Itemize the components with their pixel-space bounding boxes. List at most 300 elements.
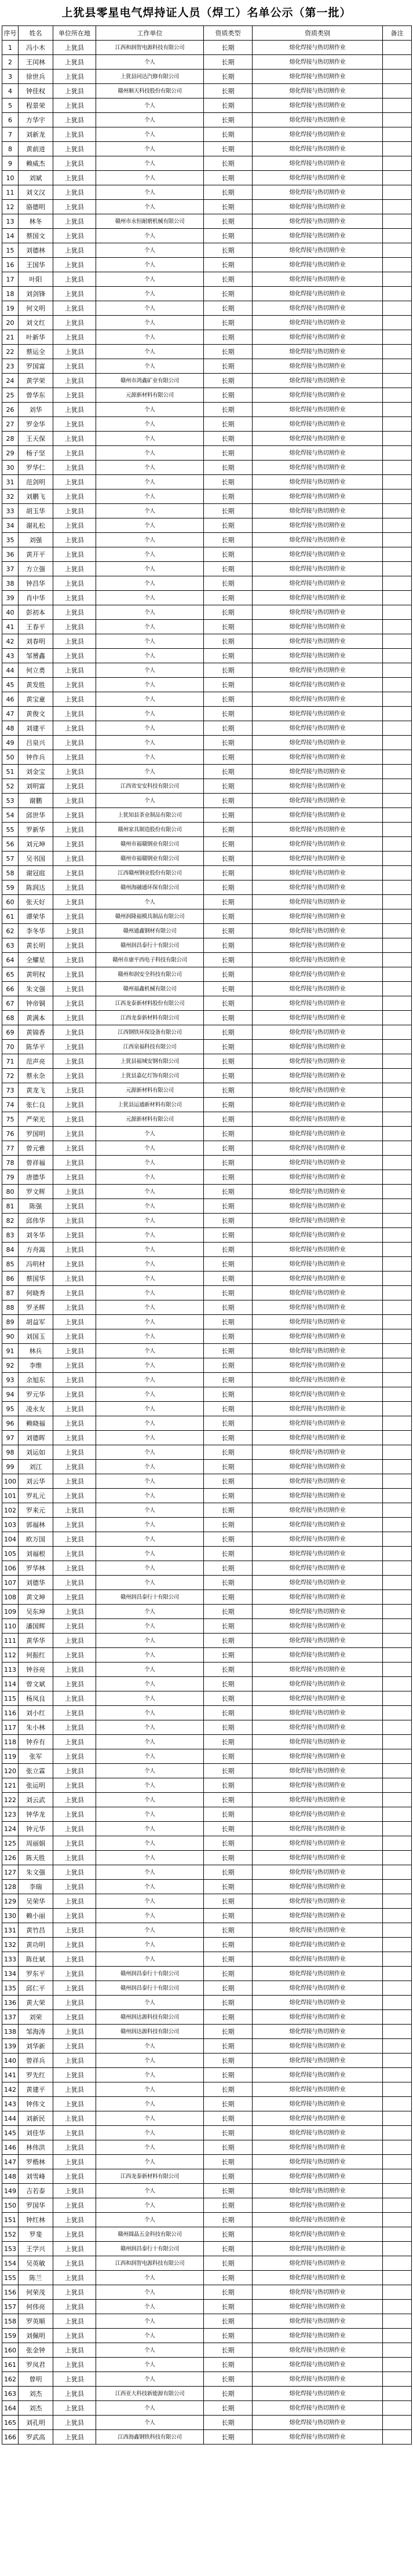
cell-index: 31 xyxy=(2,475,19,489)
cell-cert-category: 熔化焊接与热切割作业 xyxy=(253,1836,383,1851)
cell-name: 罗新华 xyxy=(19,823,53,837)
cell-cert-category: 熔化焊接与热切割作业 xyxy=(253,200,383,214)
table-row xyxy=(2,1228,412,1243)
cell-cert-type: 长期 xyxy=(204,1257,253,1271)
cell-location: 上犹县 xyxy=(53,1069,96,1083)
cell-cert-type: 长期 xyxy=(204,1402,253,1416)
cell-location: 上犹县 xyxy=(53,127,96,142)
cell-location: 上犹县 xyxy=(53,1199,96,1214)
cell-note xyxy=(383,301,412,316)
cell-cert-category: 熔化焊接与热切割作业 xyxy=(253,41,383,55)
cell-name: 钟昌华 xyxy=(19,576,53,591)
cell-index: 150 xyxy=(2,2198,19,2213)
cell-name: 朱文强 xyxy=(19,982,53,996)
table-row xyxy=(2,1416,412,1431)
cell-workplace: 个人 xyxy=(96,1170,204,1185)
cell-index: 149 xyxy=(2,2184,19,2198)
cell-cert-type: 长期 xyxy=(204,374,253,388)
table-row xyxy=(2,171,412,185)
cell-cert-type: 长期 xyxy=(204,1634,253,1648)
cell-cert-type: 长期 xyxy=(204,1880,253,1894)
cell-note xyxy=(383,1706,412,1720)
cell-index: 46 xyxy=(2,692,19,707)
cell-location: 上犹县 xyxy=(53,1981,96,1996)
cell-note xyxy=(383,171,412,185)
cell-workplace: 个人 xyxy=(96,2314,204,2329)
cell-workplace: 赣州市康平西电子科技有限公司 xyxy=(96,953,204,967)
cell-cert-type: 长期 xyxy=(204,229,253,243)
cell-note xyxy=(383,2358,412,2372)
cell-note xyxy=(383,1387,412,1402)
cell-name: 凌永友 xyxy=(19,1402,53,1416)
table-row xyxy=(2,996,412,1011)
cell-location: 上犹县 xyxy=(53,765,96,779)
cell-location: 上犹县 xyxy=(53,156,96,171)
cell-location: 上犹县 xyxy=(53,1228,96,1243)
cell-workplace: 个人 xyxy=(96,2140,204,2155)
table-row xyxy=(2,765,412,779)
cell-workplace: 个人 xyxy=(96,417,204,432)
cell-cert-category: 熔化焊接与热切割作业 xyxy=(253,272,383,287)
cell-cert-type: 长期 xyxy=(204,765,253,779)
cell-index: 56 xyxy=(2,837,19,852)
cell-name: 吴荣华 xyxy=(19,1894,53,1909)
header-name: 姓名 xyxy=(19,26,53,41)
cell-index: 87 xyxy=(2,1286,19,1300)
cell-location: 上犹县 xyxy=(53,1894,96,1909)
cell-cert-type: 长期 xyxy=(204,2140,253,2155)
cell-index: 84 xyxy=(2,1243,19,1257)
cell-note xyxy=(383,1793,412,1807)
cell-name: 钟佳权 xyxy=(19,84,53,98)
cell-workplace: 个人 xyxy=(96,649,204,663)
cell-workplace: 个人 xyxy=(96,1445,204,1460)
cell-note xyxy=(383,2285,412,2300)
cell-location: 上犹县 xyxy=(53,1807,96,1822)
cell-cert-category: 熔化焊接与热切割作业 xyxy=(253,1040,383,1054)
cell-workplace: 个人 xyxy=(96,316,204,330)
cell-cert-category: 熔化焊接与热切割作业 xyxy=(253,1720,383,1735)
cell-index: 15 xyxy=(2,243,19,258)
table-row xyxy=(2,1185,412,1199)
cell-note xyxy=(383,156,412,171)
cell-name: 刘春明 xyxy=(19,634,53,649)
cell-name: 陈华平 xyxy=(19,1040,53,1054)
cell-cert-type: 长期 xyxy=(204,1271,253,1286)
cell-name: 罗先红 xyxy=(19,2068,53,2082)
cell-cert-category: 熔化焊接与热切割作业 xyxy=(253,2314,383,2329)
cell-note xyxy=(383,1547,412,1561)
cell-note xyxy=(383,1156,412,1170)
cell-note xyxy=(383,55,412,70)
cell-cert-type: 长期 xyxy=(204,620,253,634)
cell-index: 55 xyxy=(2,823,19,837)
cell-location: 上犹县 xyxy=(53,1749,96,1764)
cell-index: 53 xyxy=(2,794,19,808)
cell-workplace: 个人 xyxy=(96,1706,204,1720)
table-row xyxy=(2,1590,412,1605)
cell-note xyxy=(383,1040,412,1054)
cell-workplace: 个人 xyxy=(96,1677,204,1691)
cell-cert-category: 熔化焊接与热切割作业 xyxy=(253,1112,383,1127)
cell-index: 78 xyxy=(2,1156,19,1170)
cell-location: 上犹县 xyxy=(53,243,96,258)
cell-workplace: 个人 xyxy=(96,1662,204,1677)
cell-workplace: 个人 xyxy=(96,1952,204,1967)
table-row xyxy=(2,1025,412,1040)
cell-cert-category: 熔化焊接与热切割作业 xyxy=(253,2010,383,2025)
cell-workplace: 个人 xyxy=(96,1822,204,1836)
cell-index: 89 xyxy=(2,1315,19,1329)
table-row xyxy=(2,2416,412,2430)
cell-cert-type: 长期 xyxy=(204,591,253,605)
cell-note xyxy=(383,1243,412,1257)
cell-index: 96 xyxy=(2,1416,19,1431)
cell-note xyxy=(383,489,412,504)
cell-name: 刘云华 xyxy=(19,1474,53,1489)
cell-location: 上犹县 xyxy=(53,2300,96,2314)
cell-cert-category: 熔化焊接与热切割作业 xyxy=(253,1141,383,1156)
cell-index: 138 xyxy=(2,2025,19,2039)
cell-name: 王春平 xyxy=(19,620,53,634)
table-row xyxy=(2,1894,412,1909)
cell-index: 7 xyxy=(2,127,19,142)
table-row xyxy=(2,1720,412,1735)
cell-cert-type: 长期 xyxy=(204,345,253,359)
cell-index: 3 xyxy=(2,70,19,84)
cell-workplace: 赣州市福赣钢业有限公司 xyxy=(96,837,204,852)
cell-location: 上犹县 xyxy=(53,374,96,388)
cell-cert-category: 熔化焊接与热切割作业 xyxy=(253,2300,383,2314)
cell-location: 上犹县 xyxy=(53,2271,96,2285)
cell-cert-category: 熔化焊接与热切割作业 xyxy=(253,1822,383,1836)
cell-location: 上犹县 xyxy=(53,1286,96,1300)
cell-name: 曾文斌 xyxy=(19,1677,53,1691)
cell-workplace: 个人 xyxy=(96,707,204,721)
cell-cert-category: 熔化焊接与热切割作业 xyxy=(253,127,383,142)
cell-name: 严荣光 xyxy=(19,1112,53,1127)
cell-cert-type: 长期 xyxy=(204,852,253,866)
cell-name: 谢鹏 xyxy=(19,794,53,808)
cell-location: 上犹县 xyxy=(53,1547,96,1561)
cell-cert-category: 熔化焊接与热切割作业 xyxy=(253,2416,383,2430)
cell-index: 25 xyxy=(2,388,19,403)
cell-cert-type: 长期 xyxy=(204,1431,253,1445)
cell-index: 49 xyxy=(2,736,19,750)
cell-location: 上犹县 xyxy=(53,2372,96,2387)
cell-name: 黄锦香 xyxy=(19,1025,53,1040)
cell-workplace: 个人 xyxy=(96,2271,204,2285)
table-row xyxy=(2,113,412,127)
cell-note xyxy=(383,605,412,620)
cell-workplace: 个人 xyxy=(96,2343,204,2358)
cell-cert-category: 熔化焊接与热切割作业 xyxy=(253,1214,383,1228)
cell-location: 上犹县 xyxy=(53,533,96,547)
cell-cert-category: 熔化焊接与热切割作业 xyxy=(253,316,383,330)
cell-index: 12 xyxy=(2,200,19,214)
cell-index: 77 xyxy=(2,1141,19,1156)
cell-location: 上犹县 xyxy=(53,113,96,127)
cell-workplace: 元源新材料有限公司 xyxy=(96,1083,204,1098)
cell-name: 郭福林 xyxy=(19,1518,53,1532)
cell-workplace: 个人 xyxy=(96,1329,204,1344)
cell-cert-type: 长期 xyxy=(204,837,253,852)
table-row xyxy=(2,1691,412,1706)
cell-cert-category: 熔化焊接与热切割作业 xyxy=(253,750,383,765)
cell-workplace: 个人 xyxy=(96,2068,204,2082)
cell-index: 45 xyxy=(2,678,19,692)
cell-name: 方舟嵩 xyxy=(19,1243,53,1257)
cell-name: 陈兰 xyxy=(19,2271,53,2285)
cell-cert-category: 熔化焊接与热切割作业 xyxy=(253,1489,383,1503)
table-row xyxy=(2,2155,412,2169)
cell-location: 上犹县 xyxy=(53,1416,96,1431)
cell-index: 76 xyxy=(2,1127,19,1141)
cell-workplace: 个人 xyxy=(96,1764,204,1778)
cell-index: 69 xyxy=(2,1025,19,1040)
cell-workplace: 个人 xyxy=(96,1648,204,1662)
cell-cert-type: 长期 xyxy=(204,1938,253,1952)
cell-workplace: 江西亚大科技新能源有限公司 xyxy=(96,2387,204,2401)
cell-cert-category: 熔化焊接与热切割作业 xyxy=(253,1981,383,1996)
cell-cert-type: 长期 xyxy=(204,2025,253,2039)
cell-name: 何文明 xyxy=(19,301,53,316)
cell-location: 上犹县 xyxy=(53,1185,96,1199)
cell-cert-category: 熔化焊接与热切割作业 xyxy=(253,823,383,837)
table-row xyxy=(2,2358,412,2372)
table-row xyxy=(2,142,412,156)
table-row xyxy=(2,374,412,388)
cell-cert-category: 熔化焊接与热切割作业 xyxy=(253,156,383,171)
cell-name: 罗凤君 xyxy=(19,2358,53,2372)
cell-location: 上犹县 xyxy=(53,967,96,982)
cell-cert-category: 熔化焊接与热切割作业 xyxy=(253,98,383,113)
cell-index: 158 xyxy=(2,2314,19,2329)
cell-workplace: 个人 xyxy=(96,794,204,808)
cell-name: 刘建平 xyxy=(19,721,53,736)
table-row xyxy=(2,1634,412,1648)
cell-name: 何振红 xyxy=(19,1648,53,1662)
cell-name: 王闰林 xyxy=(19,55,53,70)
cell-name: 叶新华 xyxy=(19,330,53,345)
cell-location: 上犹县 xyxy=(53,1793,96,1807)
cell-location: 上犹县 xyxy=(53,938,96,953)
table-row xyxy=(2,84,412,98)
cell-note xyxy=(383,1271,412,1286)
cell-index: 165 xyxy=(2,2416,19,2430)
cell-cert-type: 长期 xyxy=(204,721,253,736)
cell-cert-category: 熔化焊接与热切割作业 xyxy=(253,2387,383,2401)
table-row xyxy=(2,1807,412,1822)
cell-note xyxy=(383,1474,412,1489)
table-row xyxy=(2,156,412,171)
cell-cert-type: 长期 xyxy=(204,200,253,214)
cell-location: 上犹县 xyxy=(53,2111,96,2126)
cell-workplace: 个人 xyxy=(96,1909,204,1923)
cell-name: 何荣茂 xyxy=(19,2285,53,2300)
cell-location: 上犹县 xyxy=(53,1271,96,1286)
cell-cert-type: 长期 xyxy=(204,1185,253,1199)
cell-cert-type: 长期 xyxy=(204,1474,253,1489)
cell-workplace: 个人 xyxy=(96,258,204,272)
cell-name: 吴书国 xyxy=(19,852,53,866)
cell-workplace: 个人 xyxy=(96,1185,204,1199)
table-row xyxy=(2,1098,412,1112)
cell-note xyxy=(383,852,412,866)
cell-workplace: 个人 xyxy=(96,1720,204,1735)
cell-note xyxy=(383,678,412,692)
cell-location: 上犹县 xyxy=(53,1489,96,1503)
cell-name: 钟谷亮 xyxy=(19,1662,53,1677)
cell-note xyxy=(383,2169,412,2184)
cell-location: 上犹县 xyxy=(53,562,96,576)
cell-location: 上犹县 xyxy=(53,634,96,649)
cell-cert-type: 长期 xyxy=(204,2401,253,2416)
table-row xyxy=(2,1909,412,1923)
cell-cert-category: 熔化焊接与热切割作业 xyxy=(253,1749,383,1764)
cell-location: 上犹县 xyxy=(53,750,96,765)
cell-location: 上犹县 xyxy=(53,2343,96,2358)
cell-name: 朱小林 xyxy=(19,1720,53,1735)
cell-cert-type: 长期 xyxy=(204,1373,253,1387)
cell-cert-category: 熔化焊接与热切割作业 xyxy=(253,1083,383,1098)
cell-name: 张仁良 xyxy=(19,1098,53,1112)
cell-index: 159 xyxy=(2,2329,19,2343)
cell-note xyxy=(383,620,412,634)
table-row xyxy=(2,1156,412,1170)
cell-index: 152 xyxy=(2,2227,19,2242)
cell-name: 王天保 xyxy=(19,432,53,446)
cell-note xyxy=(383,417,412,432)
cell-name: 钟红林 xyxy=(19,2213,53,2227)
cell-cert-type: 长期 xyxy=(204,489,253,504)
cell-cert-category: 熔化焊接与热切割作业 xyxy=(253,736,383,750)
cell-cert-type: 长期 xyxy=(204,1547,253,1561)
table-row xyxy=(2,1547,412,1561)
cell-name: 刘德林 xyxy=(19,243,53,258)
table-row xyxy=(2,2111,412,2126)
table-row xyxy=(2,1460,412,1474)
cell-name: 刘孔明 xyxy=(19,2416,53,2430)
table-row xyxy=(2,70,412,84)
cell-name: 罗金华 xyxy=(19,417,53,432)
table-row xyxy=(2,489,412,504)
table-row xyxy=(2,2140,412,2155)
table-row xyxy=(2,55,412,70)
table-row xyxy=(2,518,412,533)
cell-index: 58 xyxy=(2,866,19,880)
table-row xyxy=(2,432,412,446)
table-row xyxy=(2,1373,412,1387)
cell-cert-category: 熔化焊接与热切割作业 xyxy=(253,1996,383,2010)
cell-note xyxy=(383,2039,412,2054)
cell-cert-category: 熔化焊接与热切割作业 xyxy=(253,562,383,576)
cell-location: 上犹县 xyxy=(53,1373,96,1387)
cell-location: 上犹县 xyxy=(53,1865,96,1880)
cell-workplace: 个人 xyxy=(96,1489,204,1503)
cell-index: 100 xyxy=(2,1474,19,1489)
cell-cert-category: 熔化焊接与热切割作业 xyxy=(253,2285,383,2300)
cell-cert-category: 熔化焊接与热切割作业 xyxy=(253,924,383,938)
cell-index: 93 xyxy=(2,1373,19,1387)
table-row xyxy=(2,417,412,432)
cell-cert-type: 长期 xyxy=(204,982,253,996)
cell-location: 上犹县 xyxy=(53,1300,96,1315)
cell-index: 95 xyxy=(2,1402,19,1416)
cell-cert-category: 熔化焊接与热切割作业 xyxy=(253,2054,383,2068)
cell-cert-category: 熔化焊接与热切割作业 xyxy=(253,2111,383,2126)
cell-note xyxy=(383,84,412,98)
cell-name: 罗楷林 xyxy=(19,2155,53,2169)
cell-note xyxy=(383,1112,412,1127)
table-row xyxy=(2,634,412,649)
cell-cert-category: 熔化焊接与热切割作业 xyxy=(253,518,383,533)
cell-name: 刘新龙 xyxy=(19,127,53,142)
cell-index: 124 xyxy=(2,1822,19,1836)
cell-workplace: 个人 xyxy=(96,461,204,475)
cell-note xyxy=(383,634,412,649)
cell-name: 罗国华 xyxy=(19,2198,53,2213)
cell-workplace: 个人 xyxy=(96,156,204,171)
table-row xyxy=(2,2010,412,2025)
table-row xyxy=(2,692,412,707)
cell-location: 上犹县 xyxy=(53,200,96,214)
cell-index: 73 xyxy=(2,1083,19,1098)
cell-cert-type: 长期 xyxy=(204,938,253,953)
cell-note xyxy=(383,967,412,982)
cell-index: 52 xyxy=(2,779,19,794)
cell-cert-type: 长期 xyxy=(204,417,253,432)
cell-workplace: 赣州圆晶五金科技有限公司 xyxy=(96,2227,204,2242)
cell-workplace: 赣州润昌泰行十有限公司 xyxy=(96,938,204,953)
cell-location: 上犹县 xyxy=(53,142,96,156)
cell-index: 71 xyxy=(2,1054,19,1069)
cell-note xyxy=(383,316,412,330)
cell-location: 上犹县 xyxy=(53,620,96,634)
cell-index: 155 xyxy=(2,2271,19,2285)
cell-cert-type: 长期 xyxy=(204,70,253,84)
cell-cert-type: 长期 xyxy=(204,823,253,837)
cell-note xyxy=(383,1996,412,2010)
cell-note xyxy=(383,2416,412,2430)
cell-note xyxy=(383,1069,412,1083)
cell-index: 43 xyxy=(2,649,19,663)
cell-cert-category: 熔化焊接与热切割作业 xyxy=(253,2184,383,2198)
cell-workplace: 个人 xyxy=(96,1416,204,1431)
cell-index: 109 xyxy=(2,1605,19,1619)
cell-cert-category: 熔化焊接与热切割作业 xyxy=(253,1416,383,1431)
cell-index: 35 xyxy=(2,533,19,547)
cell-index: 80 xyxy=(2,1185,19,1199)
cell-cert-type: 长期 xyxy=(204,1344,253,1358)
cell-cert-category: 熔化焊接与热切割作业 xyxy=(253,1228,383,1243)
cell-cert-category: 熔化焊接与热切割作业 xyxy=(253,591,383,605)
cell-index: 68 xyxy=(2,1011,19,1025)
cell-cert-type: 长期 xyxy=(204,1127,253,1141)
table-row xyxy=(2,1243,412,1257)
table-row xyxy=(2,2126,412,2140)
cell-name: 刘剑锋 xyxy=(19,287,53,301)
cell-workplace: 个人 xyxy=(96,489,204,504)
cell-index: 137 xyxy=(2,2010,19,2025)
cell-cert-type: 长期 xyxy=(204,272,253,287)
cell-workplace: 赣州润昌泰行十有限公司 xyxy=(96,2242,204,2256)
table-row xyxy=(2,1865,412,1880)
table-row xyxy=(2,707,412,721)
cell-location: 上犹县 xyxy=(53,953,96,967)
cell-location: 上犹县 xyxy=(53,1923,96,1938)
cell-cert-category: 熔化焊接与热切割作业 xyxy=(253,1894,383,1909)
